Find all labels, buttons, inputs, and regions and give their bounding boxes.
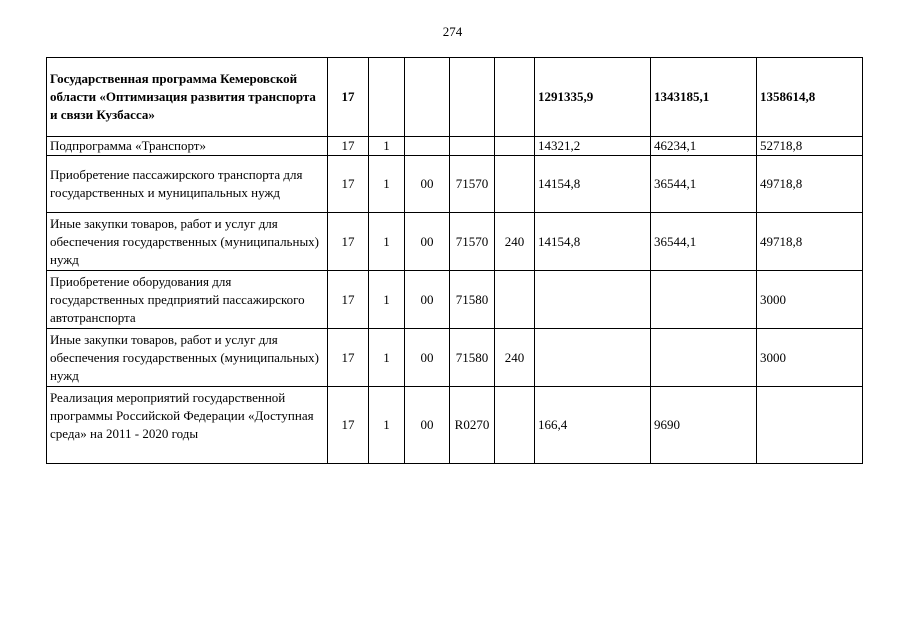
page-number: 274 [442, 24, 463, 39]
cell-year-2: 36544,1 [651, 213, 757, 271]
cell-year-2: 9690 [651, 387, 757, 464]
cell-direction [405, 137, 450, 156]
cell-direction [405, 58, 450, 137]
cell-year-3: 1358614,8 [757, 58, 863, 137]
cell-program: 17 [328, 387, 369, 464]
row-name: Иные закупки товаров, работ и услуг для обеспечения государственных (муниципальных) нужд [47, 213, 328, 271]
cell-expense-type [495, 137, 535, 156]
cell-year-2 [651, 329, 757, 387]
cell-year-2 [651, 271, 757, 329]
cell-program: 17 [328, 213, 369, 271]
cell-year-3: 52718,8 [757, 137, 863, 156]
cell-program: 17 [328, 156, 369, 213]
row-name: Реализация мероприятий государственной программы Российской Федерации «Доступная среда» на 2011 - 2020 годы [47, 387, 328, 464]
cell-expense-type [495, 271, 535, 329]
cell-expense-type [495, 156, 535, 213]
cell-year-1: 166,4 [535, 387, 651, 464]
row-name: Государственная программа Кемеровской области «Оптимизация развития транспорта и связи Кузбасса» [47, 58, 328, 137]
cell-program: 17 [328, 58, 369, 137]
row-name: Приобретение оборудования для государственных предприятий пассажирского автотранспорта [47, 271, 328, 329]
cell-year-1 [535, 271, 651, 329]
table-row [47, 156, 863, 213]
cell-program: 17 [328, 329, 369, 387]
cell-code: 71570 [450, 213, 495, 271]
cell-year-3: 49718,8 [757, 213, 863, 271]
row-name: Подпрограмма «Транспорт» [47, 137, 328, 156]
cell-direction: 00 [405, 156, 450, 213]
cell-subprogram [369, 58, 405, 137]
cell-code: 71580 [450, 271, 495, 329]
table-row [47, 58, 863, 137]
cell-direction: 00 [405, 271, 450, 329]
budget-table [46, 57, 863, 464]
cell-expense-type [495, 387, 535, 464]
cell-subprogram: 1 [369, 329, 405, 387]
cell-year-1 [535, 329, 651, 387]
table-row [47, 213, 863, 271]
cell-year-1: 14154,8 [535, 213, 651, 271]
cell-year-2: 1343185,1 [651, 58, 757, 137]
table-row [47, 271, 863, 329]
cell-year-3: 3000 [757, 271, 863, 329]
table-row [47, 137, 863, 156]
cell-year-2: 36544,1 [651, 156, 757, 213]
row-name: Иные закупки товаров, работ и услуг для обеспечения государственных (муниципальных) нужд [47, 329, 328, 387]
row-name: Приобретение пассажирского транспорта для государственных и муниципальных нужд [47, 156, 328, 213]
cell-expense-type: 240 [495, 329, 535, 387]
cell-expense-type: 240 [495, 213, 535, 271]
cell-code: R0270 [450, 387, 495, 464]
cell-year-1: 14321,2 [535, 137, 651, 156]
cell-code [450, 58, 495, 137]
cell-code [450, 137, 495, 156]
cell-subprogram: 1 [369, 213, 405, 271]
cell-subprogram: 1 [369, 387, 405, 464]
cell-direction: 00 [405, 213, 450, 271]
cell-subprogram: 1 [369, 156, 405, 213]
cell-subprogram: 1 [369, 271, 405, 329]
cell-direction: 00 [405, 329, 450, 387]
cell-year-2: 46234,1 [651, 137, 757, 156]
table-row [47, 329, 863, 387]
cell-year-1: 1291335,9 [535, 58, 651, 137]
cell-code: 71570 [450, 156, 495, 213]
cell-program: 17 [328, 137, 369, 156]
table-row [47, 387, 863, 464]
cell-year-3: 49718,8 [757, 156, 863, 213]
cell-code: 71580 [450, 329, 495, 387]
cell-subprogram: 1 [369, 137, 405, 156]
cell-direction: 00 [405, 387, 450, 464]
cell-year-3: 3000 [757, 329, 863, 387]
cell-expense-type [495, 58, 535, 137]
cell-year-3 [757, 387, 863, 464]
cell-program: 17 [328, 271, 369, 329]
cell-year-1: 14154,8 [535, 156, 651, 213]
